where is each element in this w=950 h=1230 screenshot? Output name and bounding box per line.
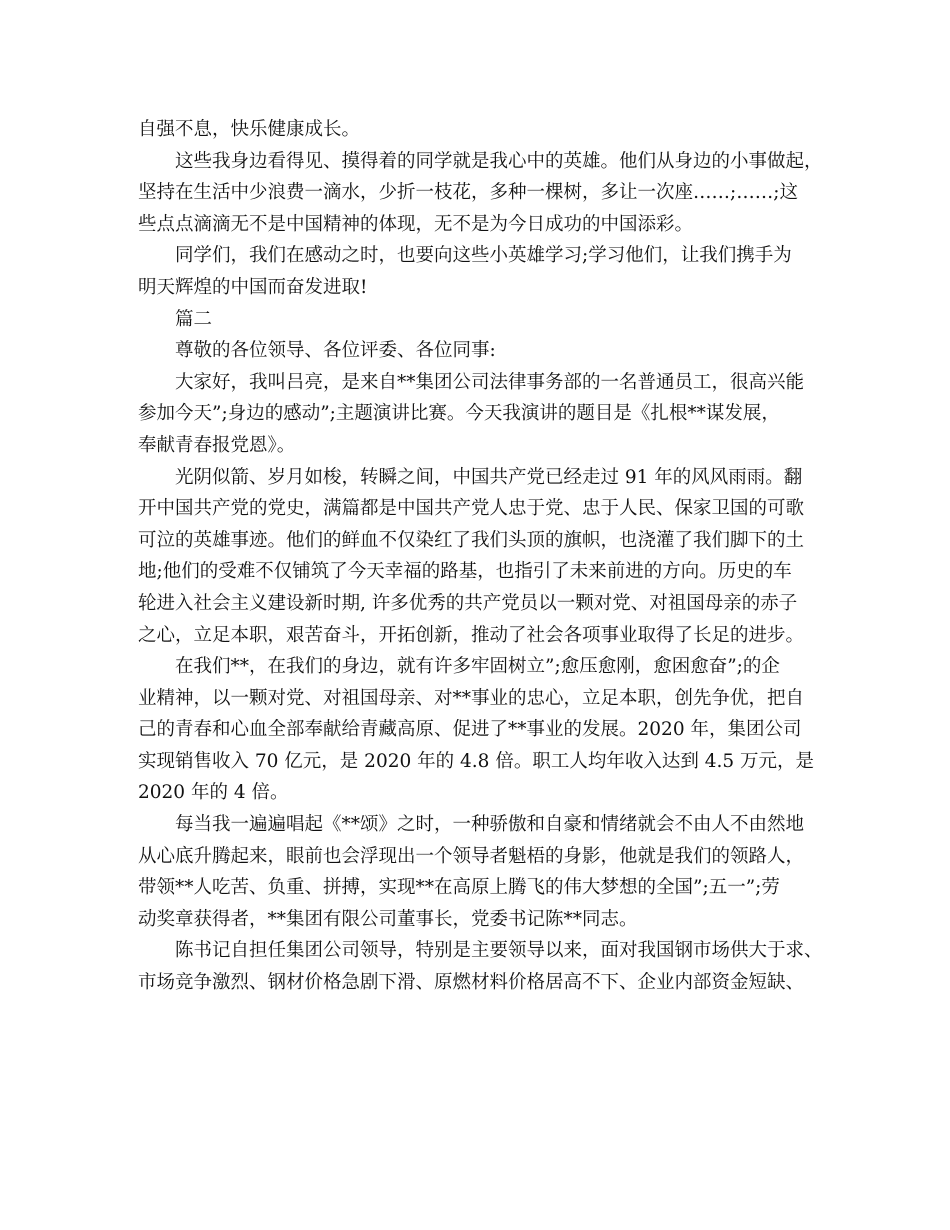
text-line: 明天辉煌的中国而奋发进取! <box>138 276 368 298</box>
text-line: 之心，立足本职，艰苦奋斗，开拓创新，推动了社会各项事业取得了长足的进步。 <box>138 624 805 646</box>
text-line: 己的青春和心血全部奉献给青藏高原、促进了**事业的发展。2020 年，集团公司 <box>138 719 802 741</box>
text-line: 大家好，我叫吕亮，是来自**集团公司法律事务部的一名普通员工，很高兴能 <box>175 371 805 393</box>
text-line: 坚持在生活中少浪费一滴水，少折一枝花，多种一棵树，多让一次座……;……;这 <box>138 182 798 204</box>
text-line: 2020 年的 4 倍。 <box>138 782 289 804</box>
text-line: 动奖章获得者，**集团有限公司董事长，党委书记陈**同志。 <box>138 908 638 930</box>
text-line: 轮进入社会主义建设新时期, 许多优秀的共产党员以一颗对党、对祖国母亲的赤子 <box>138 592 798 614</box>
text-line: 从心底升腾起来，眼前也会浮现出一个领导者魁梧的身影，他就是我们的领路人， <box>138 845 805 867</box>
text-line: 奉献青春报党恩》。 <box>138 434 296 456</box>
text-line: 篇二 <box>175 308 213 330</box>
text-line: 尊敬的各位领导、各位评委、各位同事: <box>175 340 496 362</box>
text-line: 同学们，我们在感动之时，也要向这些小英雄学习;学习他们，让我们携手为 <box>175 245 792 267</box>
text-line: 地;他们的受难不仅铺筑了今天幸福的路基，也指引了未来前进的方向。历史的车 <box>138 561 792 583</box>
text-line: 些点点滴滴无不是中国精神的体现，无不是为今日成功的中国添彩。 <box>138 213 694 235</box>
text-line: 光阴似箭、岁月如梭，转瞬之间，中国共产党已经走过 91 年的风风雨雨。翻 <box>175 466 803 488</box>
text-line: 带领**人吃苦、负重、拼搏，实现**在高原上腾飞的伟大梦想的全国”;五一”;劳 <box>138 877 780 899</box>
text-line: 这些我身边看得见、摸得着的同学就是我心中的英雄。他们从身边的小事做起， <box>175 150 823 172</box>
text-line: 市场竞争激烈、钢材价格急剧下滑、原燃材料价格居高不下、企业内部资金短缺、 <box>138 972 805 994</box>
text-line: 每当我一遍遍唱起《**颂》之时，一种骄傲和自豪和情绪就会不由人不由然地 <box>175 814 805 836</box>
text-line: 陈书记自担任集团公司领导，特别是主要领导以来，面对我国钢市场供大于求、 <box>175 940 823 962</box>
text-line: 可泣的英雄事迹。他们的鲜血不仅染红了我们头顶的旗帜，也浇灌了我们脚下的土 <box>138 529 805 551</box>
text-line: 自强不息，快乐健康成长。 <box>138 119 361 140</box>
text-line: 业精神，以一颗对党、对祖国母亲、对**事业的忠心，立足本职，创先争优，把自 <box>138 687 805 709</box>
text-line: 在我们**，在我们的身边，就有许多牢固树立”;愈压愈刚，愈困愈奋”;的企 <box>175 656 780 678</box>
text-line: 实现销售收入 70 亿元，是 2020 年的 4.8 倍。职工人均年收入达到 4.5 万元，是 <box>138 750 815 772</box>
text-line: 参加今天”;身边的感动”;主题演讲比赛。今天我演讲的题目是《扎根**谋发展， <box>138 403 780 425</box>
document-body <box>138 114 823 999</box>
text-line: 开中国共产党的党史，满篇都是中国共产党人忠于党、忠于人民、保家卫国的可歌 <box>138 498 805 520</box>
